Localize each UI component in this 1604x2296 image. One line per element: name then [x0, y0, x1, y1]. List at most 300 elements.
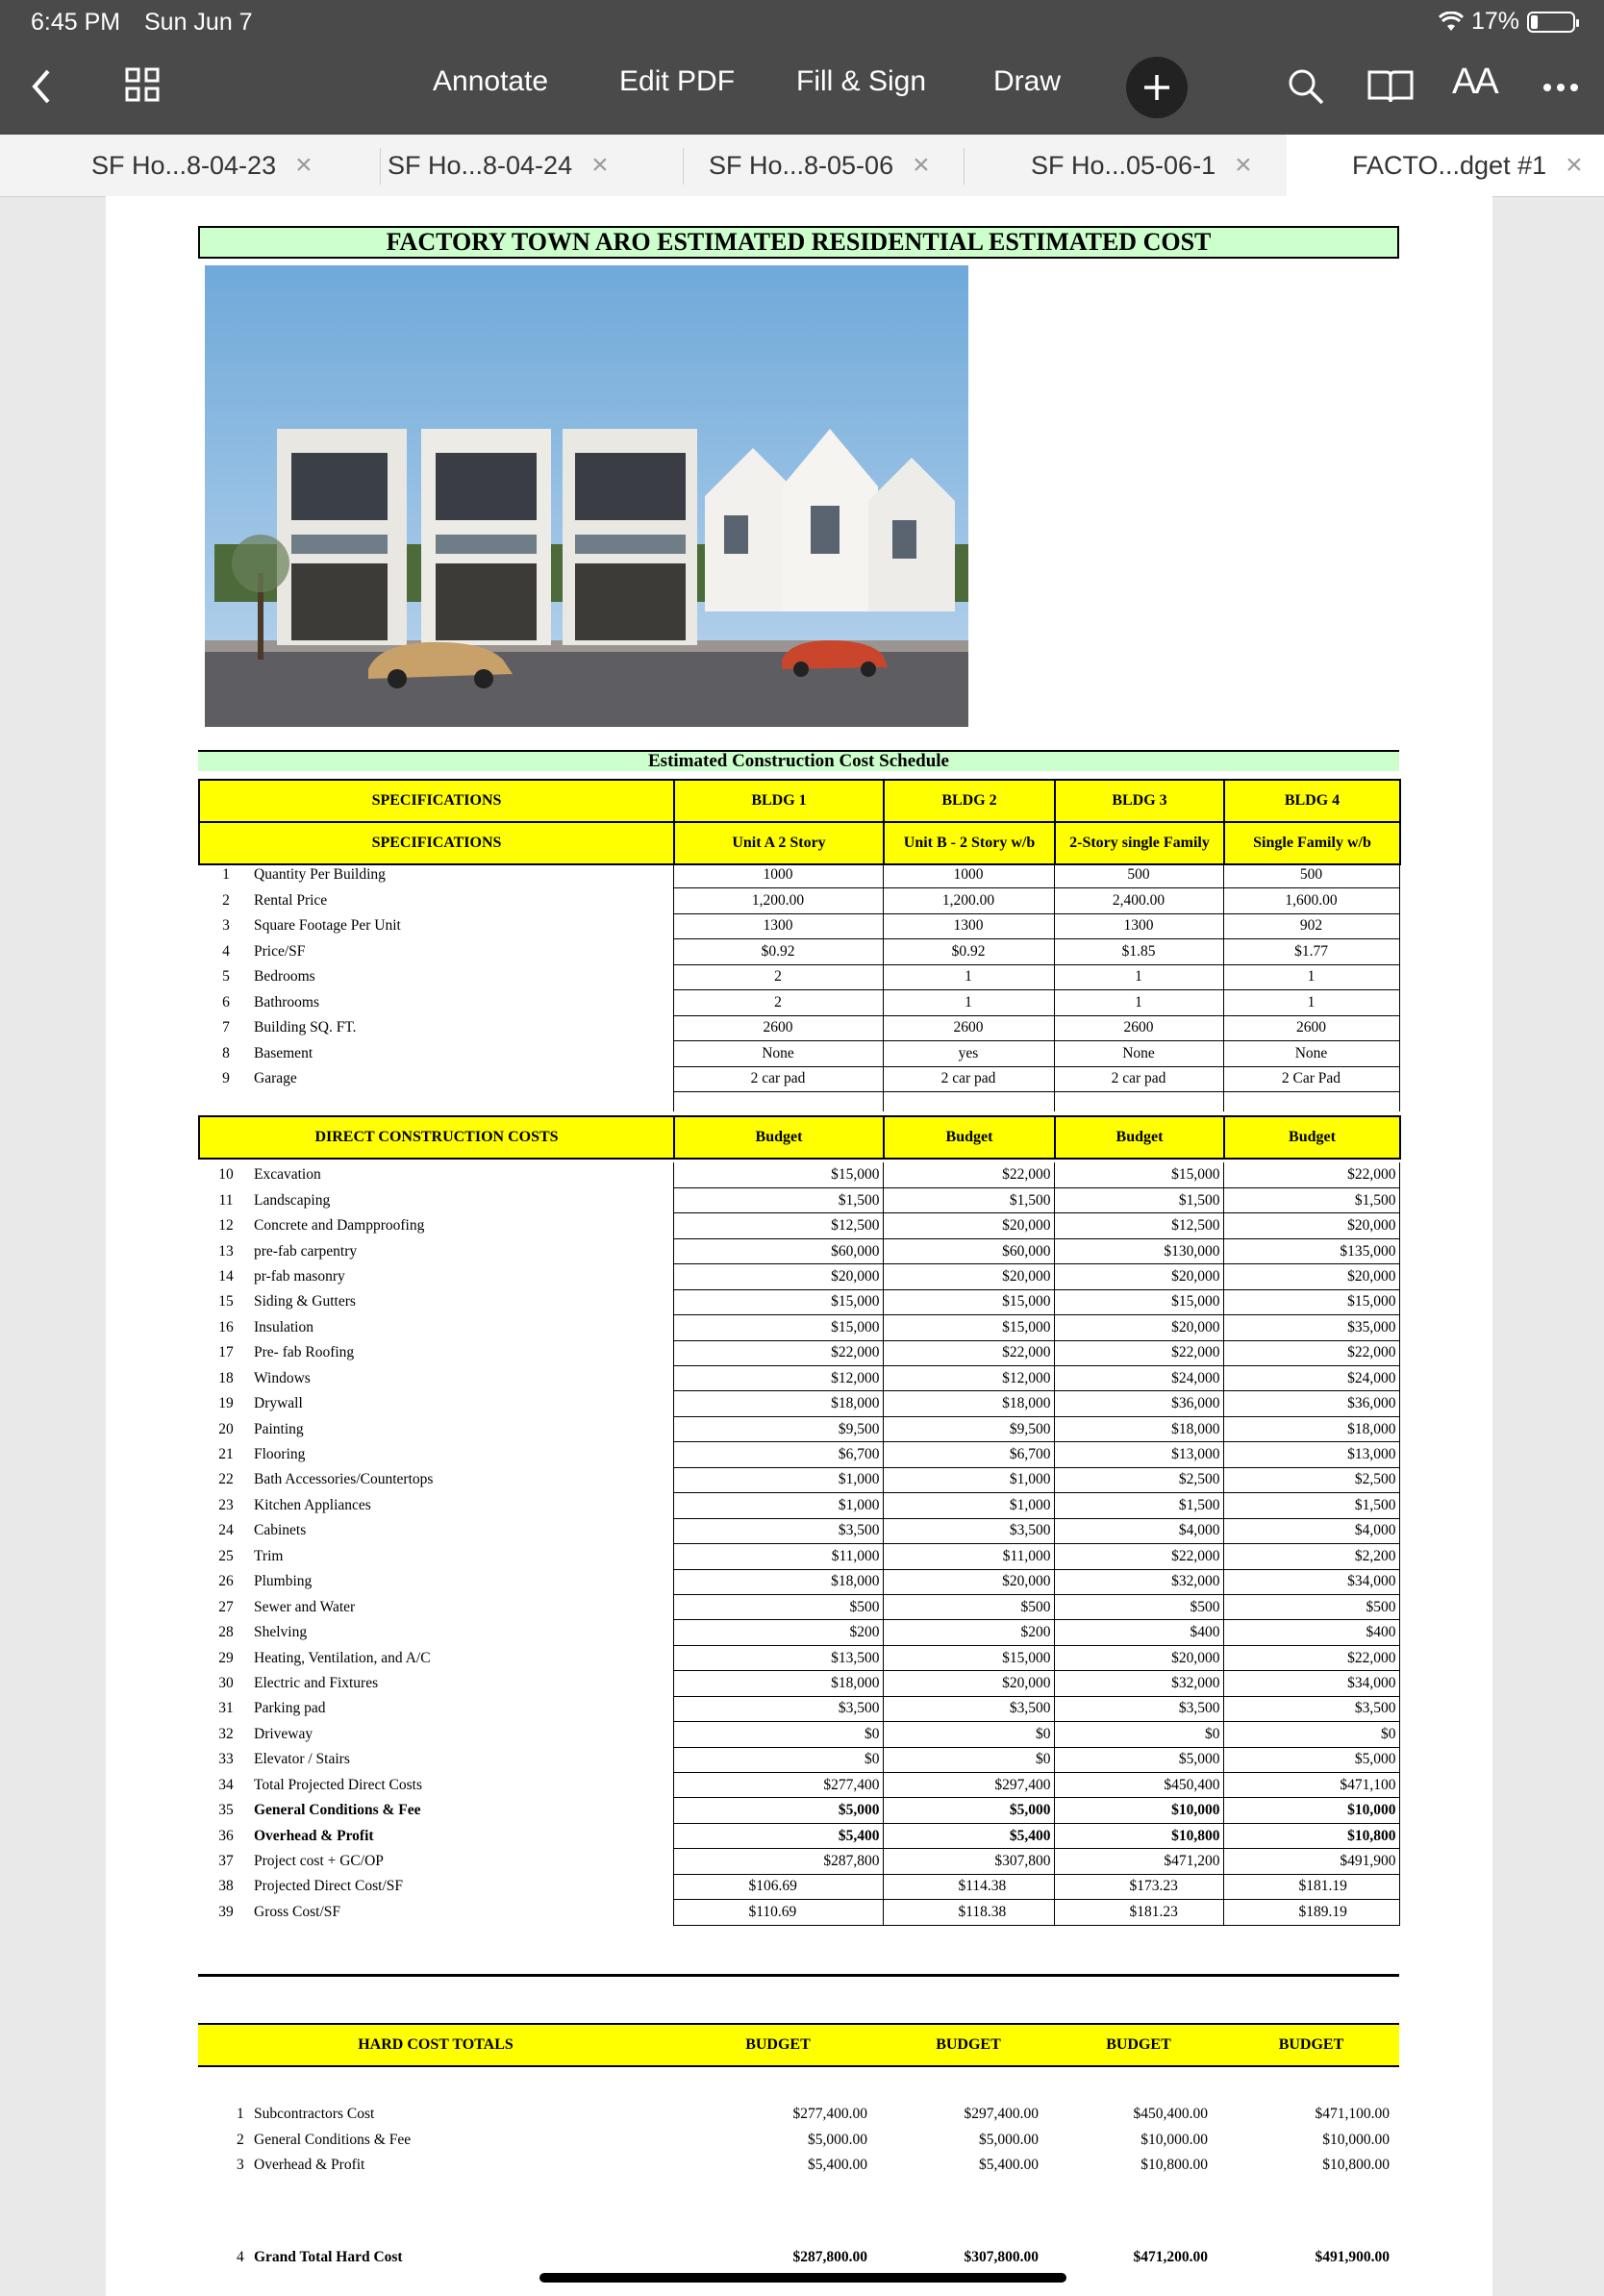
cost-value: $118.38: [883, 1900, 1054, 1925]
row-number: 6: [222, 993, 230, 1011]
row-label: pre-fab carpentry: [254, 1242, 358, 1260]
row-label: Subcontractors Cost: [254, 2106, 375, 2123]
row-number: 24: [218, 1522, 234, 1539]
row-number: 11: [218, 1191, 234, 1209]
row-number: 2: [222, 891, 230, 909]
spec-value: 2 car pad: [1054, 1066, 1223, 1092]
spec-value: 1,200.00: [673, 888, 883, 914]
cost-value: $0: [883, 1722, 1054, 1747]
spec-value: 1300: [883, 913, 1054, 939]
header-cell: 2-Story single Family: [1055, 822, 1224, 864]
back-chevron-icon[interactable]: [29, 67, 52, 106]
spec-value: None: [673, 1041, 883, 1067]
cost-value: $9,500: [673, 1416, 883, 1441]
cost-value: $34,000: [1223, 1671, 1399, 1696]
row-number: 38: [218, 1878, 234, 1895]
grand-total-value: $491,900.00: [1315, 2249, 1390, 2265]
cost-value: $173.23: [1054, 1874, 1223, 1899]
cost-value: $36,000: [1054, 1391, 1223, 1416]
cost-value: $10,000: [1054, 1798, 1223, 1823]
cost-value: $13,500: [673, 1645, 883, 1670]
direct-costs-table: [198, 1162, 1400, 1926]
cost-value: $18,000: [673, 1671, 883, 1696]
header-cell: Unit B - 2 Story w/b: [884, 822, 1055, 864]
cost-value: $35,000: [1223, 1315, 1399, 1340]
row-label: Overhead & Profit: [254, 2157, 365, 2174]
close-icon[interactable]: ×: [295, 149, 313, 181]
cost-value: $130,000: [1054, 1238, 1223, 1263]
row-label: Trim: [254, 1547, 284, 1564]
spec-row: [198, 913, 1399, 939]
spec-value: 1000: [673, 862, 883, 888]
row-number: 15: [218, 1293, 234, 1310]
cost-value: $20,000: [883, 1213, 1054, 1238]
cost-value: $22,000: [883, 1162, 1054, 1187]
row-label: Siding & Gutters: [254, 1293, 356, 1310]
cost-row: [198, 1594, 1399, 1619]
cost-value: $2,500: [1223, 1467, 1399, 1492]
book-reader-icon[interactable]: [1367, 69, 1414, 104]
row-number: 2: [237, 2131, 244, 2148]
cost-value: $5,400: [673, 1823, 883, 1848]
grand-total-value: $307,800.00: [964, 2249, 1039, 2265]
cost-value: $15,000: [673, 1162, 883, 1187]
row-number: 25: [218, 1547, 234, 1564]
row-label: Concrete and Dampproofing: [254, 1217, 425, 1235]
cost-row: [198, 1671, 1399, 1696]
cost-value: $135,000: [1223, 1238, 1399, 1263]
tab-3[interactable]: [709, 135, 988, 196]
cost-value: $200: [883, 1620, 1054, 1645]
row-number: 29: [218, 1649, 234, 1666]
cost-value: $500: [673, 1594, 883, 1619]
row-label: Price/SF: [254, 942, 306, 960]
row-label: Windows: [254, 1369, 311, 1386]
row-label: Square Footage Per Unit: [254, 917, 401, 935]
cost-value: $20,000: [1054, 1645, 1223, 1670]
spec-value: 2 car pad: [673, 1066, 883, 1092]
row-number: 4: [222, 942, 230, 960]
row-label: Drywall: [254, 1395, 303, 1412]
row-label: Quantity Per Building: [254, 866, 386, 884]
spec-value: 2 car pad: [883, 1066, 1054, 1092]
hard-cost-value: $10,000.00: [1140, 2131, 1208, 2148]
cost-value: $471,200: [1054, 1849, 1223, 1874]
cost-value: $1,500: [1054, 1187, 1223, 1212]
cost-value: $1,000: [883, 1467, 1054, 1492]
tab-divider: [964, 148, 965, 185]
row-number: 4: [237, 2249, 244, 2265]
row-number: 20: [218, 1420, 234, 1437]
cost-row: [198, 1264, 1399, 1289]
cost-value: $3,500: [1054, 1696, 1223, 1721]
cost-value: $32,000: [1054, 1671, 1223, 1696]
row-number: 8: [222, 1044, 230, 1061]
row-number: 36: [218, 1827, 234, 1844]
row-label: Painting: [254, 1420, 304, 1437]
cost-value: $307,800: [883, 1849, 1054, 1874]
row-label: Project cost + GC/OP: [254, 1853, 384, 1870]
row-label: Pre- fab Roofing: [254, 1344, 355, 1361]
spec-row: [198, 1041, 1399, 1067]
tab-5-active[interactable]: [1287, 135, 1604, 196]
header-row: [199, 1116, 1400, 1159]
close-icon[interactable]: ×: [1235, 149, 1252, 181]
spec-value: 2600: [1054, 1015, 1223, 1041]
cost-row: [198, 1773, 1399, 1798]
cost-value: $18,000: [673, 1569, 883, 1594]
row-label: Projected Direct Cost/SF: [254, 1878, 403, 1895]
row-label: Parking pad: [254, 1700, 326, 1717]
cost-value: $20,000: [883, 1264, 1054, 1289]
cost-value: $15,000: [883, 1289, 1054, 1314]
row-number: 14: [218, 1267, 234, 1285]
row-number: 22: [218, 1471, 234, 1488]
cost-value: $2,200: [1223, 1544, 1399, 1569]
row-number: 27: [218, 1598, 234, 1615]
home-indicator: [539, 2273, 1066, 2283]
tab-4[interactable]: [1031, 135, 1291, 196]
spec-row: [198, 1015, 1399, 1041]
status-bar: [0, 0, 1604, 42]
spec-value: $1.85: [1054, 939, 1223, 965]
header-row: [198, 2024, 1399, 2066]
cost-value: $18,000: [1054, 1416, 1223, 1441]
row-label: Shelving: [254, 1624, 308, 1641]
cost-value: $13,000: [1223, 1442, 1399, 1467]
cost-value: $3,500: [673, 1518, 883, 1543]
row-label: Insulation: [254, 1318, 313, 1335]
cost-value: $1,500: [883, 1187, 1054, 1212]
cost-value: $106.69: [673, 1874, 883, 1899]
cost-value: $32,000: [1054, 1569, 1223, 1594]
top-toolbar: [0, 42, 1604, 135]
grand-total-table: [198, 2245, 1399, 2270]
cost-value: $287,800: [673, 1849, 883, 1874]
row-number: 9: [222, 1070, 230, 1087]
cost-value: $22,000: [1054, 1340, 1223, 1365]
thumbnails-grid-icon[interactable]: [125, 67, 160, 102]
cost-row: [198, 1874, 1399, 1899]
row-label: Plumbing: [254, 1573, 313, 1590]
cost-value: $15,000: [673, 1289, 883, 1314]
cost-row: [198, 1289, 1399, 1314]
tab-label: SF Ho...05-06-1: [1031, 150, 1216, 180]
header-cell: BLDG 1: [674, 780, 884, 822]
spec-value: 2 Car Pad: [1223, 1066, 1399, 1092]
row-label: Rental Price: [254, 891, 328, 909]
header-cell: Budget: [884, 1116, 1055, 1159]
cost-value: $22,000: [1223, 1645, 1399, 1670]
hard-cost-header: [198, 2023, 1399, 2067]
cost-value: $22,000: [1223, 1340, 1399, 1365]
row-number: 18: [218, 1369, 234, 1386]
cost-value: $12,000: [883, 1366, 1054, 1391]
tab-label: SF Ho...8-05-06: [709, 150, 894, 180]
cost-row: [198, 1747, 1399, 1772]
row-label: Sewer and Water: [254, 1598, 356, 1615]
row-number: 31: [218, 1700, 234, 1717]
header-cell: BLDG 4: [1224, 780, 1400, 822]
header-row-2: [199, 822, 1400, 864]
header-cell: Budget: [1055, 1116, 1224, 1159]
row-label: Bath Accessories/Countertops: [254, 1471, 434, 1488]
cost-value: $297,400: [883, 1773, 1054, 1798]
spec-value: $1.77: [1223, 939, 1399, 965]
header-cell: SPECIFICATIONS: [199, 780, 674, 822]
row-label: Bathrooms: [254, 993, 320, 1011]
cost-row: [198, 1213, 1399, 1238]
row-number: 30: [218, 1674, 234, 1691]
header-cell: BUDGET: [883, 2024, 1054, 2066]
row-number: 12: [218, 1217, 234, 1235]
cost-row: [198, 1569, 1399, 1594]
spec-value: 2600: [883, 1015, 1054, 1041]
row-number: 32: [218, 1725, 234, 1742]
hard-cost-value: $5,400.00: [808, 2157, 867, 2174]
row-number: 13: [218, 1242, 234, 1260]
cost-value: $24,000: [1223, 1366, 1399, 1391]
schedule-title: Estimated Construction Cost Schedule: [198, 750, 1399, 771]
cost-value: $12,000: [673, 1366, 883, 1391]
spec-value: 902: [1223, 913, 1399, 939]
header-cell: BUDGET: [673, 2024, 883, 2066]
direct-costs-header: [198, 1115, 1401, 1160]
spec-row: [198, 939, 1399, 965]
cost-value: $400: [1054, 1620, 1223, 1645]
cost-value: $2,500: [1054, 1467, 1223, 1492]
row-number: 1: [222, 866, 230, 884]
row-number: 34: [218, 1776, 234, 1793]
fill-sign-button[interactable]: Fill & Sign: [796, 65, 927, 97]
battery-icon: [1527, 12, 1575, 33]
cost-value: $500: [1223, 1594, 1399, 1619]
spec-value: 1: [1223, 990, 1399, 1016]
cost-row: [198, 1315, 1399, 1340]
cost-value: $114.38: [883, 1874, 1054, 1899]
cost-row: [198, 1544, 1399, 1569]
battery-percent: 17%: [1470, 8, 1519, 35]
cost-value: $181.19: [1223, 1874, 1399, 1899]
row-number: 35: [218, 1802, 234, 1819]
cost-value: $5,000: [883, 1798, 1054, 1823]
cost-value: $3,500: [883, 1696, 1054, 1721]
cost-value: $189.19: [1223, 1900, 1399, 1925]
cost-row: [198, 1798, 1399, 1823]
cost-value: $9,500: [883, 1416, 1054, 1441]
cost-value: $11,000: [883, 1544, 1054, 1569]
cost-value: $450,400: [1054, 1773, 1223, 1798]
grand-total-row: [198, 2245, 1399, 2270]
row-label: Total Projected Direct Costs: [254, 1776, 422, 1793]
cost-row: [198, 1493, 1399, 1518]
spec-value: 2600: [1223, 1015, 1399, 1041]
add-plus-icon[interactable]: [1125, 56, 1189, 119]
close-icon[interactable]: ×: [913, 149, 930, 181]
cost-value: $12,500: [673, 1213, 883, 1238]
cost-row: [198, 1900, 1399, 1925]
cost-value: $15,000: [1054, 1162, 1223, 1187]
row-label: Excavation: [254, 1166, 321, 1184]
row-label: Landscaping: [254, 1191, 331, 1209]
hard-cost-value: $471,100.00: [1315, 2106, 1390, 2123]
document-tabs: [0, 135, 1604, 197]
cost-value: $3,500: [1223, 1696, 1399, 1721]
cost-row: [198, 1518, 1399, 1543]
row-label: Grand Total Hard Cost: [254, 2249, 403, 2265]
header-cell: SPECIFICATIONS: [199, 822, 674, 864]
close-icon[interactable]: ×: [591, 149, 609, 181]
cost-value: $4,000: [1223, 1518, 1399, 1543]
cost-value: $181.23: [1054, 1900, 1223, 1925]
spec-value: 1: [1054, 990, 1223, 1016]
cost-value: $18,000: [673, 1391, 883, 1416]
grand-total-value: $471,200.00: [1133, 2249, 1208, 2265]
edit-pdf-button[interactable]: Edit PDF: [619, 65, 736, 97]
spec-value: 500: [1223, 862, 1399, 888]
row-number: 39: [218, 1903, 234, 1920]
row-number: 3: [237, 2157, 244, 2174]
hard-cost-row: [198, 2128, 1399, 2154]
cost-value: $1,500: [1223, 1493, 1399, 1518]
row-label: Flooring: [254, 1446, 306, 1463]
cost-value: $12,500: [1054, 1213, 1223, 1238]
header-cell: Single Family w/b: [1224, 822, 1400, 864]
cost-value: $0: [1223, 1722, 1399, 1747]
cost-value: $277,400: [673, 1773, 883, 1798]
header-cell: Unit A 2 Story: [674, 822, 884, 864]
cost-row: [198, 1823, 1399, 1848]
hard-cost-value: $10,800.00: [1140, 2157, 1208, 2174]
spec-value: 2600: [673, 1015, 883, 1041]
cost-value: $3,500: [673, 1696, 883, 1721]
row-label: General Conditions & Fee: [254, 1802, 421, 1819]
spec-row: [198, 990, 1399, 1016]
cost-value: $10,000: [1223, 1798, 1399, 1823]
cost-value: $15,000: [883, 1315, 1054, 1340]
search-icon[interactable]: [1287, 67, 1325, 106]
cost-value: $15,000: [1054, 1289, 1223, 1314]
cost-row: [198, 1620, 1399, 1645]
hard-cost-value: $5,000.00: [979, 2131, 1039, 2148]
cost-value: $1,500: [1054, 1493, 1223, 1518]
spec-value: 1: [883, 964, 1054, 990]
spec-value: 2,400.00: [1054, 888, 1223, 914]
cost-value: $20,000: [883, 1569, 1054, 1594]
row-label: Gross Cost/SF: [254, 1903, 341, 1920]
spec-value: 1300: [1054, 913, 1223, 939]
pdf-page: [106, 196, 1492, 2296]
tab-label: SF Ho...8-04-24: [388, 150, 573, 180]
header-cell: HARD COST TOTALS: [198, 2024, 673, 2066]
spec-value: 1: [1054, 964, 1223, 990]
cost-value: $110.69: [673, 1900, 883, 1925]
hard-cost-table: [198, 2102, 1399, 2179]
cost-value: $6,700: [883, 1442, 1054, 1467]
tab-label: SF Ho...8-04-23: [91, 150, 277, 180]
hard-cost-row: [198, 2102, 1399, 2128]
cost-value: $6,700: [673, 1442, 883, 1467]
cost-row: [198, 1366, 1399, 1391]
spec-value: 1: [883, 990, 1054, 1016]
header-cell: DIRECT CONSTRUCTION COSTS: [199, 1116, 674, 1159]
row-number: 3: [222, 917, 230, 935]
cost-row: [198, 1645, 1399, 1670]
spec-row: [198, 888, 1399, 914]
row-label: Elevator / Stairs: [254, 1751, 350, 1768]
hard-cost-value: $10,800.00: [1322, 2157, 1390, 2174]
row-label: Basement: [254, 1044, 313, 1061]
cost-value: $1,000: [673, 1467, 883, 1492]
cost-value: $0: [673, 1722, 883, 1747]
hard-cost-value: $277,400.00: [792, 2106, 867, 2123]
cost-value: $60,000: [673, 1238, 883, 1263]
status-right: [1439, 8, 1575, 36]
cost-value: $15,000: [673, 1315, 883, 1340]
header-cell: BUDGET: [1223, 2024, 1399, 2066]
wifi-icon: [1439, 12, 1464, 33]
cost-value: $13,000: [1054, 1442, 1223, 1467]
cost-value: $22,000: [673, 1340, 883, 1365]
building-rendering-image: [205, 265, 968, 727]
hard-cost-row: [198, 2153, 1399, 2179]
cost-value: $18,000: [883, 1391, 1054, 1416]
document-title: FACTORY TOWN ARO ESTIMATED RESIDENTIAL ESTIMATED COST: [198, 226, 1399, 259]
hard-cost-value: $297,400.00: [964, 2106, 1039, 2123]
section-divider: [198, 1974, 1399, 1977]
hard-cost-value: $5,400.00: [979, 2157, 1039, 2174]
spec-row: [198, 1092, 1399, 1111]
cost-value: $471,100: [1223, 1773, 1399, 1798]
cost-value: $20,000: [1054, 1264, 1223, 1289]
cost-row: [198, 1416, 1399, 1441]
cost-value: $22,000: [1054, 1544, 1223, 1569]
cost-value: $10,800: [1223, 1823, 1399, 1848]
cost-row: [198, 1162, 1399, 1187]
cost-row: [198, 1187, 1399, 1212]
row-number: 19: [218, 1395, 234, 1412]
row-number: 7: [222, 1019, 230, 1036]
row-label: Heating, Ventilation, and A/C: [254, 1649, 431, 1666]
row-number: 5: [222, 968, 230, 986]
spec-value: 1: [1223, 964, 1399, 990]
cost-value: $15,000: [1223, 1289, 1399, 1314]
cost-value: $20,000: [673, 1264, 883, 1289]
spec-value: None: [1054, 1041, 1223, 1067]
tab-2[interactable]: [388, 135, 676, 196]
more-options-icon[interactable]: [1542, 83, 1579, 92]
row-label: Bedrooms: [254, 968, 315, 986]
text-size-button[interactable]: AA: [1452, 62, 1497, 102]
row-number: 37: [218, 1853, 234, 1870]
cost-value: $0: [1054, 1722, 1223, 1747]
draw-button[interactable]: Draw: [993, 65, 1062, 97]
spec-value: 1,600.00: [1223, 888, 1399, 914]
cost-value: $500: [883, 1594, 1054, 1619]
annotate-button[interactable]: Annotate: [433, 65, 549, 97]
cost-row: [198, 1340, 1399, 1365]
row-label: Driveway: [254, 1725, 313, 1742]
cost-value: $400: [1223, 1620, 1399, 1645]
close-icon[interactable]: ×: [1566, 149, 1583, 181]
cost-value: $18,000: [1223, 1416, 1399, 1441]
row-number: 28: [218, 1624, 234, 1641]
spec-value: $0.92: [673, 939, 883, 965]
tab-1[interactable]: [91, 135, 370, 196]
spec-value: $0.92: [883, 939, 1054, 965]
cost-value: $15,000: [883, 1645, 1054, 1670]
row-label: pr-fab masonry: [254, 1267, 345, 1285]
